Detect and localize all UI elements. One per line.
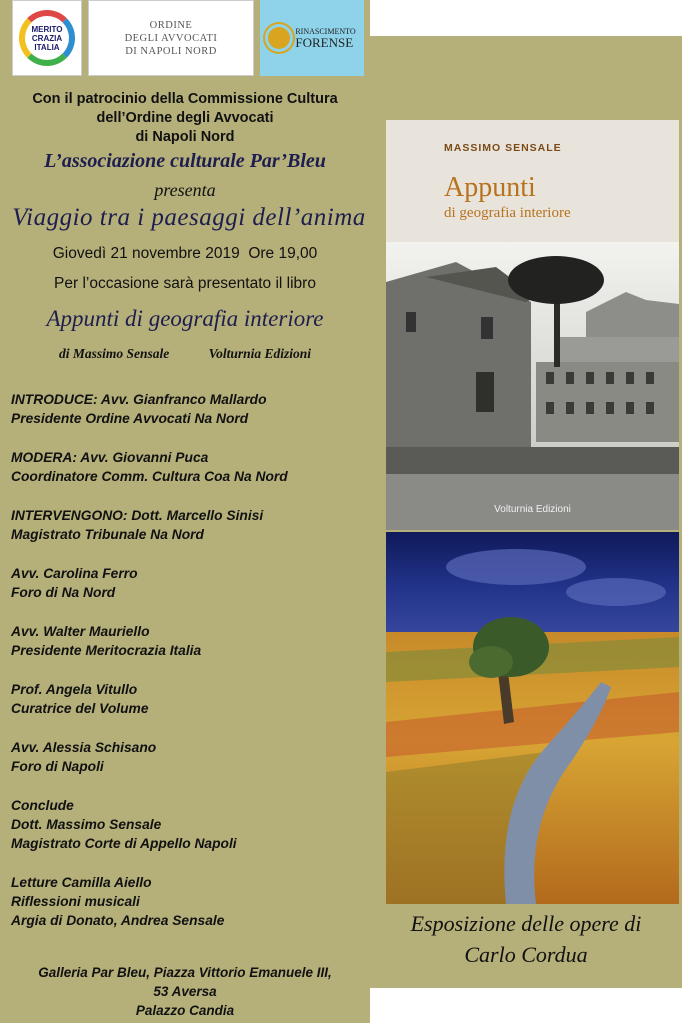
- speaker-line: Letture Camilla Aiello: [11, 875, 152, 890]
- speaker-line: INTRODUCE: Avv. Gianfranco Mallardo: [11, 392, 267, 407]
- speaker-line: Presidente Ordine Avvocati Na Nord: [11, 411, 249, 426]
- exhibition-title: Esposizione delle opere di: [410, 911, 642, 936]
- speaker-line: Riflessioni musicali: [11, 894, 140, 909]
- cover-band: [386, 474, 679, 530]
- cover-publisher: Volturnia Edizioni: [494, 504, 571, 515]
- rinascimento-logo-line1: RINASCIMENTO: [295, 26, 356, 36]
- speakers-list: [11, 390, 366, 950]
- speaker-block: [11, 564, 366, 602]
- venue-info: [0, 963, 370, 1020]
- book-credits: [0, 346, 370, 362]
- speaker-block: [11, 622, 366, 660]
- speaker-line: Dott. Massimo Sensale: [11, 817, 162, 832]
- speaker-line: Foro di Napoli: [11, 759, 104, 774]
- speaker-line: Presidente Meritocrazia Italia: [11, 643, 202, 658]
- speaker-line: Curatrice del Volume: [11, 701, 149, 716]
- speaker-block: [11, 873, 366, 930]
- venue-line: Palazzo Candia: [135, 1003, 235, 1018]
- merito-logo-line2: CRAZIA: [31, 33, 63, 43]
- book-title: Appunti di geografia interiore: [46, 306, 324, 331]
- patronage-line: di Napoli Nord: [135, 129, 235, 145]
- landscape-painting: [386, 532, 679, 904]
- association-name: L’associazione culturale Par’Bleu: [44, 150, 326, 172]
- ordine-avvocati-logo: [88, 0, 254, 76]
- speaker-line: Avv. Carolina Ferro: [11, 566, 138, 581]
- presents-label: presenta: [154, 180, 216, 200]
- book-cover: [386, 120, 679, 530]
- speaker-block: [11, 680, 366, 718]
- speaker-line: Argia di Donato, Andrea Sensale: [11, 913, 225, 928]
- exhibition-artist: Carlo Cordua: [464, 942, 588, 967]
- cover-subtitle: di geografia interiore: [444, 205, 571, 221]
- patronage-text: [0, 90, 370, 147]
- speaker-line: MODERA: Avv. Giovanni Puca: [11, 450, 209, 465]
- merito-logo-line1: MERITO: [31, 24, 63, 34]
- book-author: di Massimo Sensale: [58, 346, 170, 361]
- cover-title: Appunti: [444, 172, 536, 203]
- sun-icon: [268, 27, 290, 49]
- patronage-line: dell’Ordine degli Avvocati: [96, 110, 274, 126]
- speaker-line: Conclude: [11, 798, 74, 813]
- patronage-line: Con il patrocinio della Commissione Cultura: [32, 91, 338, 107]
- ordine-logo-line1: ORDINE: [149, 19, 193, 31]
- event-title: Viaggio tra i paesaggi dell’anima: [12, 204, 366, 231]
- speaker-line: Avv. Alessia Schisano: [11, 740, 157, 755]
- rinascimento-forense-logo: [260, 0, 364, 76]
- rinascimento-logo-line2: FORENSE: [295, 34, 354, 50]
- speaker-block: [11, 796, 366, 853]
- speaker-block: [11, 506, 366, 544]
- speaker-line: Coordinatore Comm. Cultura Coa Na Nord: [11, 469, 288, 484]
- book-publisher: Volturnia Edizioni: [208, 346, 312, 361]
- cover-photo: [386, 242, 679, 474]
- speaker-block: [11, 738, 366, 776]
- venue-line: 53 Aversa: [153, 984, 217, 999]
- meritocrazia-logo: [12, 0, 82, 76]
- speaker-line: Magistrato Corte di Appello Napoli: [11, 836, 237, 851]
- event-date: Giovedì 21 novembre 2019 Ore 19,00: [52, 245, 318, 262]
- cover-author: MASSIMO SENSALE: [444, 142, 562, 154]
- speaker-line: Foro di Na Nord: [11, 585, 116, 600]
- speaker-block: [11, 390, 366, 428]
- speaker-line: Prof. Angela Vitullo: [11, 682, 138, 697]
- merito-logo-line3: ITALIA: [34, 42, 60, 52]
- ordine-logo-line2: DEGLI AVVOCATI: [124, 32, 218, 44]
- ordine-logo-line3: DI NAPOLI NORD: [125, 45, 217, 57]
- speaker-line: Avv. Walter Mauriello: [11, 624, 150, 639]
- speaker-block: [11, 448, 366, 486]
- occasion-text: Per l’occasione sarà presentato il libro: [54, 275, 316, 292]
- speaker-line: INTERVENGONO: Dott. Marcello Sinisi: [11, 508, 264, 523]
- venue-line: Galleria Par Bleu, Piazza Vittorio Emanuele III,: [38, 965, 332, 980]
- speaker-line: Magistrato Tribunale Na Nord: [11, 527, 204, 542]
